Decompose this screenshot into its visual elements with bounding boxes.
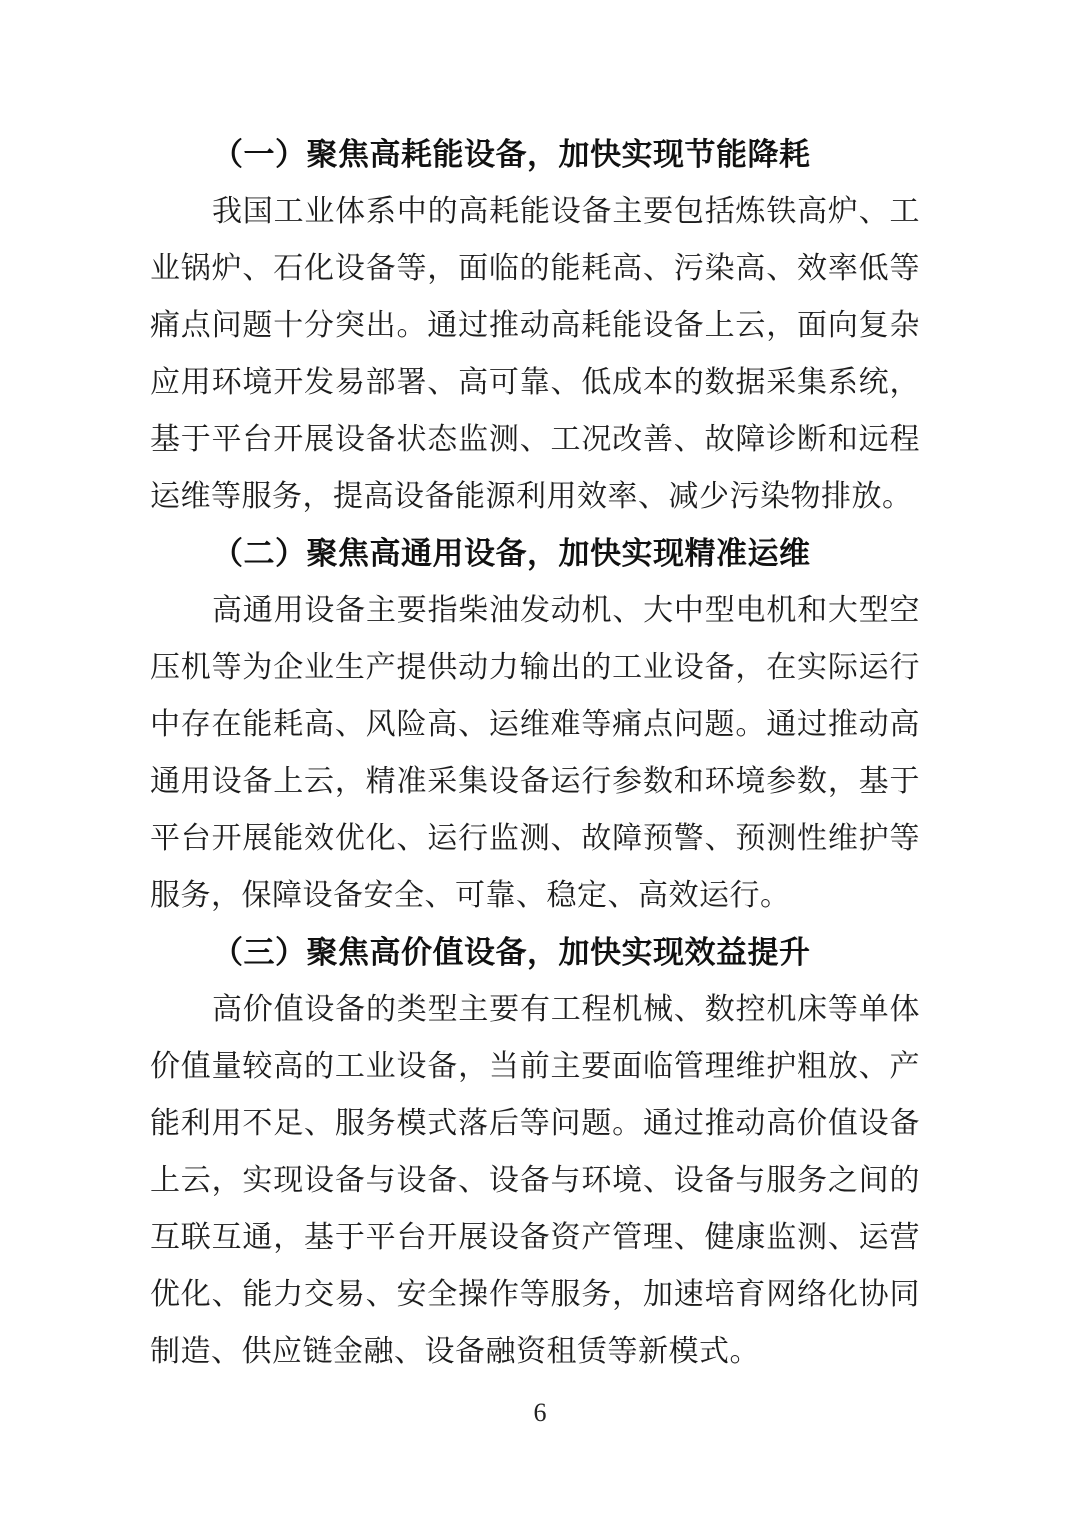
section-2-line-1: 高通用设备主要指柴油发动机、大中型电机和大型空 xyxy=(212,594,920,627)
section-heading-2: （二）聚焦高通用设备，加快实现精准运维 xyxy=(212,536,811,571)
section-2-line-3: 中存在能耗高、风险高、运维难等痛点问题。通过推动高 xyxy=(150,708,920,741)
document-body xyxy=(150,126,920,1380)
section-3-line-1: 高价值设备的类型主要有工程机械、数控机床等单体 xyxy=(212,993,920,1026)
section-1-line-2: 业锅炉、石化设备等，面临的能耗高、污染高、效率低等 xyxy=(150,252,920,285)
section-3-line-6: 优化、能力交易、安全操作等服务，加速培育网络化协同 xyxy=(150,1278,920,1311)
section-1-line-5: 基于平台开展设备状态监测、工况改善、故障诊断和远程 xyxy=(150,423,920,456)
page-footer xyxy=(0,1398,1080,1428)
section-2-line-6: 服务，保障设备安全、可靠、稳定、高效运行。 xyxy=(150,879,791,912)
section-3-line-3: 能利用不足、服务模式落后等问题。通过推动高价值设备 xyxy=(150,1107,920,1140)
section-3-line-5: 互联互通，基于平台开展设备资产管理、健康监测、运营 xyxy=(150,1221,920,1254)
section-heading-3: （三）聚焦高价值设备，加快实现效益提升 xyxy=(212,935,811,970)
section-2-line-4: 通用设备上云，精准采集设备运行参数和环境参数，基于 xyxy=(150,765,920,798)
section-3-line-2: 价值量较高的工业设备，当前主要面临管理维护粗放、产 xyxy=(150,1050,920,1083)
section-heading-1: （一）聚焦高耗能设备，加快实现节能降耗 xyxy=(212,137,811,172)
section-2-line-5: 平台开展能效优化、运行监测、故障预警、预测性维护等 xyxy=(150,822,920,855)
section-1-line-6: 运维等服务，提高设备能源利用效率、减少污染物排放。 xyxy=(150,480,913,513)
section-1-line-4: 应用环境开发易部署、高可靠、低成本的数据采集系统， xyxy=(150,366,920,399)
section-3-line-4: 上云，实现设备与设备、设备与环境、设备与服务之间的 xyxy=(150,1164,920,1197)
section-2-line-2: 压机等为企业生产提供动力输出的工业设备，在实际运行 xyxy=(150,651,920,684)
section-1-line-3: 痛点问题十分突出。通过推动高耗能设备上云，面向复杂 xyxy=(150,309,920,342)
page-number: 6 xyxy=(533,1398,547,1427)
section-3-line-7: 制造、供应链金融、设备融资租赁等新模式。 xyxy=(150,1335,760,1368)
section-1-line-1: 我国工业体系中的高耗能设备主要包括炼铁高炉、工 xyxy=(212,195,920,228)
